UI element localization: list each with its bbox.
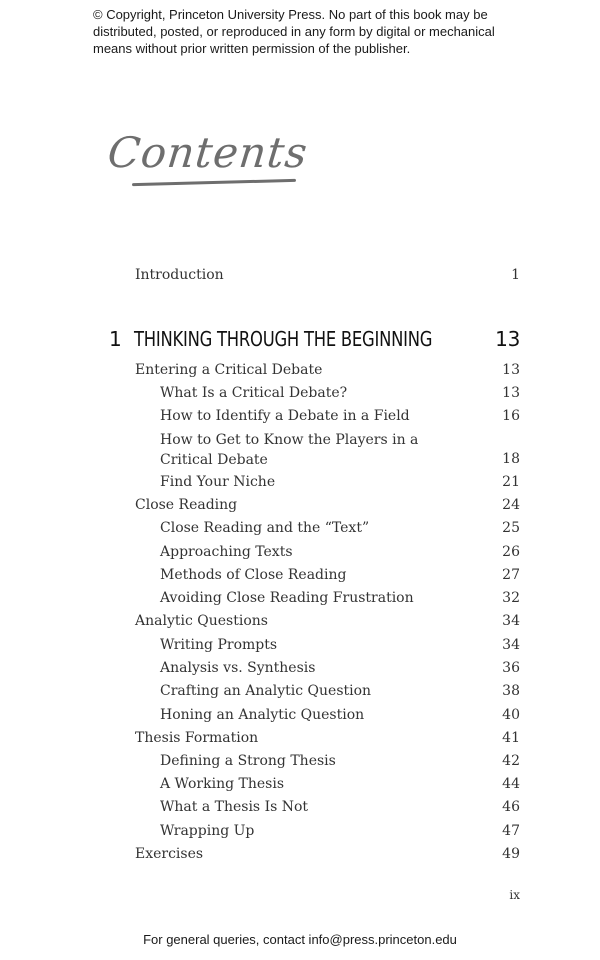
toc-entry-page: 34 [502, 613, 520, 629]
chapter-page: 13 [495, 327, 520, 351]
toc-entry-page: 41 [502, 730, 520, 746]
chapter-title: THINKING THROUGH THE BEGINNING [134, 327, 433, 351]
toc-entry-page: 32 [502, 590, 520, 606]
toc-entry-label: Defining a Strong Thesis [160, 753, 336, 769]
toc-entry-label: Find Your Niche [160, 474, 276, 490]
toc-entry-page: 26 [502, 544, 520, 560]
toc-entry-label: Thesis Formation [135, 730, 259, 746]
toc-entry-page: 16 [502, 408, 520, 424]
toc-entry-label: Approaching Texts [160, 544, 293, 560]
toc-entry-label: Methods of Close Reading [160, 567, 347, 583]
copyright-line: means without prior written permission of the publisher. [93, 41, 411, 56]
toc-entry-page: 27 [502, 567, 520, 583]
toc-entry-page: 13 [502, 362, 520, 378]
toc-entry-page: 21 [502, 474, 520, 490]
footer-contact: For general queries, contact info@press.princeton.edu [143, 932, 457, 947]
toc-entry-label: Analytic Questions [135, 613, 268, 629]
toc-entry-label: Close Reading [135, 497, 238, 513]
toc-entry-page: 25 [502, 520, 520, 536]
page-number: ix [509, 888, 520, 902]
toc-entry-label: Wrapping Up [160, 823, 255, 839]
toc-entry-label: How to Get to Know the Players in a [160, 432, 419, 448]
toc-entry-page: 49 [502, 846, 520, 862]
toc-entry-label: Analysis vs. Synthesis [160, 660, 316, 676]
page-title: Contents [105, 128, 311, 177]
toc-entry-label: Introduction [135, 267, 224, 283]
toc-entry-label: What Is a Critical Debate? [160, 385, 348, 401]
copyright-notice [93, 6, 523, 57]
toc-entry-label: How to Identify a Debate in a Field [160, 408, 410, 424]
toc-entry-label: Exercises [135, 846, 204, 862]
toc-entry-page: 44 [502, 776, 520, 792]
toc-entry-label: A Working Thesis [160, 776, 284, 792]
toc-entry-page: 36 [502, 660, 520, 676]
toc-entry-page: 24 [502, 497, 520, 513]
copyright-line: distributed, posted, or reproduced in any form by digital or mechanical [93, 24, 495, 39]
toc-entry-label: What a Thesis Is Not [160, 799, 309, 815]
toc-entry-page: 1 [511, 267, 520, 283]
toc-entry-label-continued: Critical Debate [160, 452, 268, 468]
toc-entry-page: 13 [502, 385, 520, 401]
toc-entry-page: 18 [502, 451, 520, 467]
toc-entry-label: Avoiding Close Reading Frustration [160, 590, 414, 606]
toc-entry-page: 47 [502, 823, 520, 839]
toc-entry-page: 46 [502, 799, 520, 815]
toc-entry-label: Crafting an Analytic Question [160, 683, 372, 699]
toc-entry-page: 40 [502, 707, 520, 723]
toc-entry-label: Honing an Analytic Question [160, 707, 365, 723]
toc-entry-page: 34 [502, 637, 520, 653]
toc-entry-page: 38 [502, 683, 520, 699]
copyright-line: © Copyright, Princeton University Press. No part of this book may be [93, 7, 488, 22]
title-underline [132, 179, 296, 186]
toc-entry-page: 42 [502, 753, 520, 769]
toc-entry-label: Writing Prompts [160, 637, 278, 653]
chapter-number: 1 [109, 327, 122, 351]
toc-entry-label: Close Reading and the “Text” [160, 520, 370, 536]
toc-entry-label: Entering a Critical Debate [135, 362, 323, 378]
